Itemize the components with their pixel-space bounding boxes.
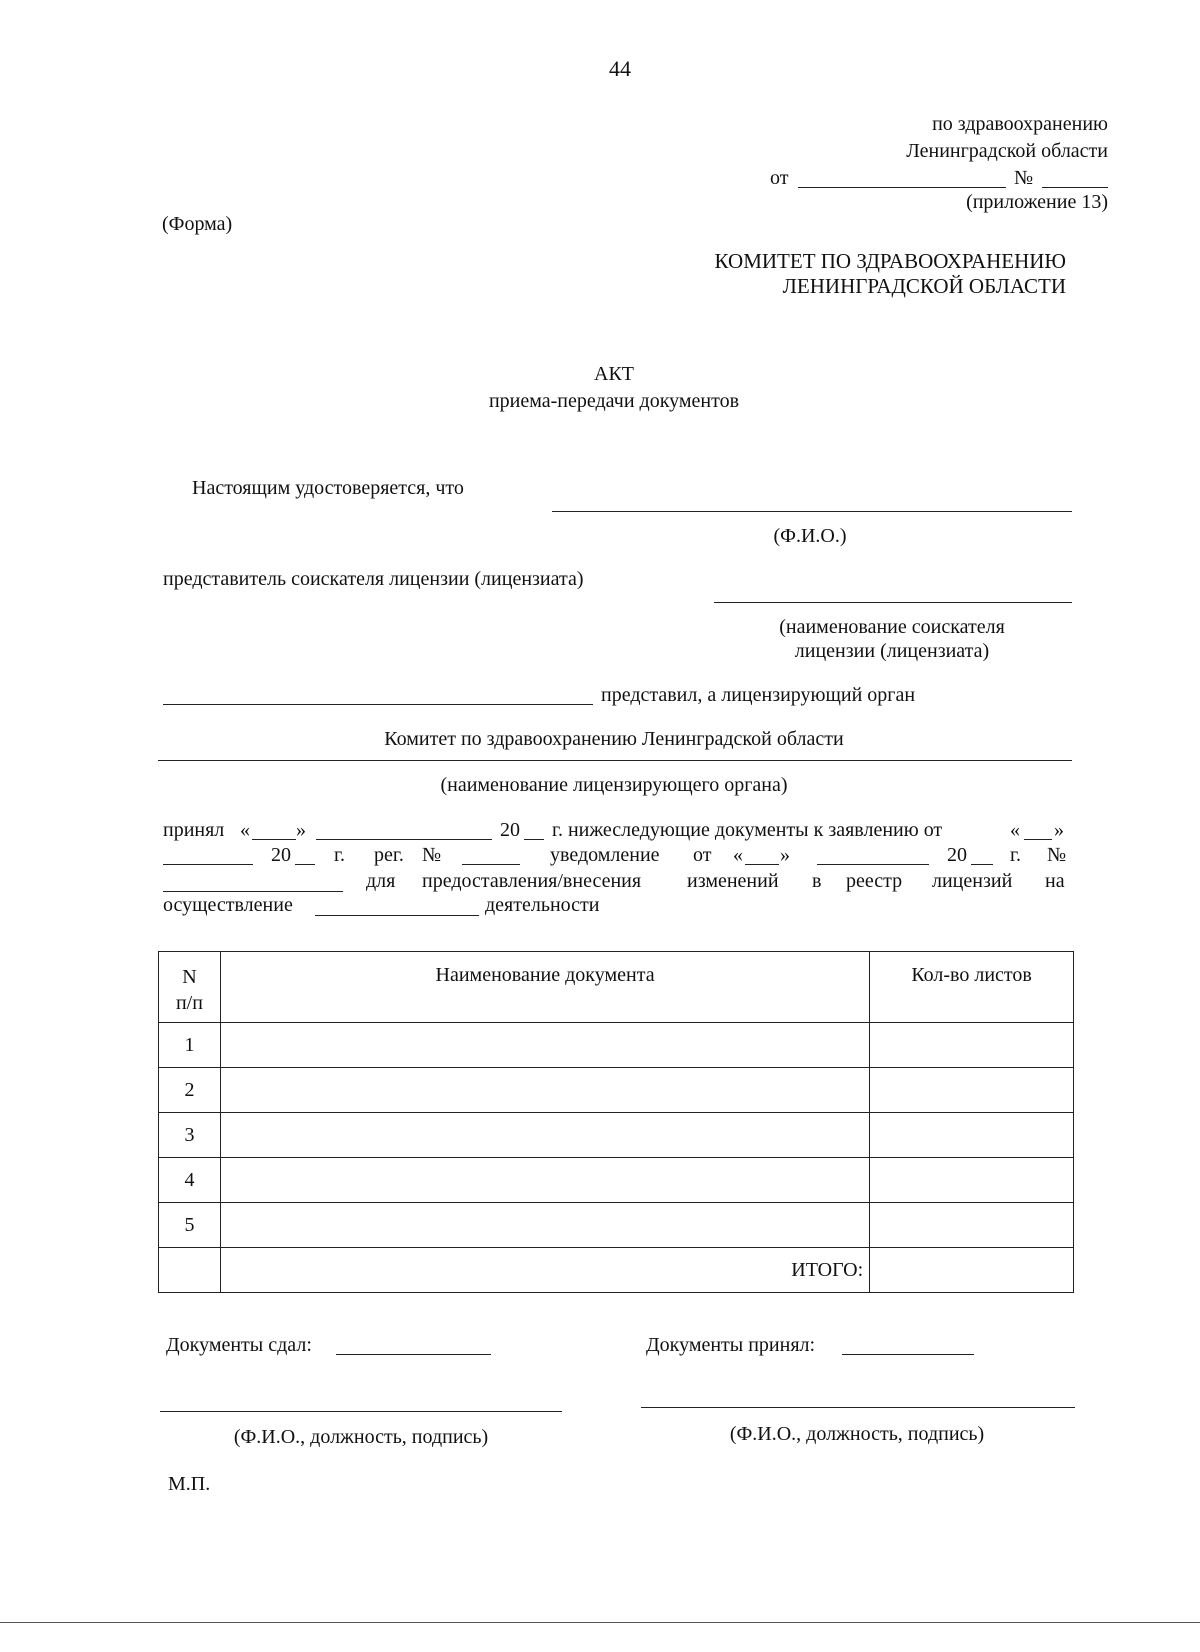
row-document-name: [220, 1023, 869, 1068]
table-row: [159, 1113, 1074, 1158]
header-annex: (приложение 13): [966, 191, 1108, 213]
reg-number-line: [462, 864, 520, 865]
in-text: в: [812, 870, 822, 892]
day-line-2: [1024, 839, 1052, 840]
header-document-name: Наименование документа: [220, 952, 869, 1023]
total-page-count: [870, 1248, 1074, 1293]
quote-close-1: »: [296, 819, 306, 841]
provision-text: предоставления/внесения: [422, 870, 642, 892]
row-document-name: [220, 1113, 869, 1158]
year-line-3: [971, 864, 993, 865]
accepted-word: принял: [163, 819, 225, 841]
row-document-name: [220, 1158, 869, 1203]
reg-text: рег.: [374, 844, 404, 866]
table-row: [159, 1068, 1074, 1113]
stamp-placeholder: М.П.: [168, 1473, 211, 1495]
registry-text: реестр: [846, 870, 903, 892]
licensing-caption: (наименование лицензирующего органа): [440, 774, 788, 796]
row-document-name: [220, 1068, 869, 1113]
left-signature-line: [160, 1411, 562, 1412]
header-number-sign: №: [1014, 167, 1034, 189]
header-line-2: Ленинградской области: [906, 140, 1108, 162]
year-prefix-1: 20: [500, 819, 520, 841]
day-line-1: [252, 839, 296, 840]
accepted-docs-text: г. нижеследующие документы к заявлению от: [552, 819, 943, 841]
year-g-3: г.: [1010, 844, 1021, 866]
quote-open-1: «: [240, 819, 250, 841]
number-sign-3: №: [1047, 844, 1067, 866]
total-label: ИТОГО:: [220, 1248, 869, 1293]
notice-from: от: [693, 844, 712, 866]
header-line-1: по здравоохранению: [932, 113, 1108, 135]
quote-open-3: «: [733, 844, 743, 866]
month-line-1: [316, 839, 492, 840]
row-page-count: [870, 1158, 1074, 1203]
header-date-line: [798, 187, 1006, 188]
scan-bottom-edge: [0, 1622, 1200, 1652]
table-header-row: [159, 952, 1074, 1023]
received-label: Документы принял:: [646, 1334, 816, 1356]
licenses-text: лицензий: [932, 870, 1013, 892]
quote-open-2: «: [1010, 819, 1020, 841]
act-title: АКТ: [594, 363, 634, 385]
table-total-row: [159, 1248, 1074, 1293]
committee-line-1: КОМИТЕТ ПО ЗДРАВООХРАНЕНИЮ: [714, 249, 1066, 273]
changes-text: изменений: [687, 870, 779, 892]
for-text: для: [366, 870, 396, 892]
year-line-2: [295, 864, 315, 865]
on-text: на: [1045, 870, 1065, 892]
reg-number-sign: №: [422, 844, 442, 866]
day-line-3: [745, 864, 779, 865]
table-row: [159, 1023, 1074, 1068]
activity-text: деятельности: [485, 894, 600, 916]
form-label: (Форма): [162, 213, 233, 235]
certify-text: Настоящим удостоверяется, что: [192, 477, 464, 499]
month-line-2: [163, 864, 253, 865]
row-page-count: [870, 1068, 1074, 1113]
header-date-prefix: от: [770, 167, 789, 189]
right-signature-line: [641, 1407, 1075, 1408]
licensing-body: Комитет по здравоохранению Ленинградской области: [384, 728, 844, 750]
row-page-count: [870, 1113, 1074, 1158]
handed-label: Документы сдал:: [166, 1334, 312, 1356]
year-prefix-3: 20: [947, 844, 967, 866]
committee-line-2: ЛЕНИНГРАДСКОЙ ОБЛАСТИ: [782, 274, 1066, 298]
handed-line: [336, 1354, 491, 1355]
number-line-4: [163, 891, 343, 892]
left-signature-caption: (Ф.И.О., должность, подпись): [233, 1426, 489, 1448]
act-subtitle: приема-передачи документов: [488, 390, 740, 412]
row-page-count: [870, 1203, 1074, 1248]
table-row: [159, 1203, 1074, 1248]
header-number: N п/п: [159, 952, 221, 1023]
table-row: [159, 1158, 1074, 1203]
applicant-caption-1: (наименование соискателя: [779, 616, 1005, 638]
row-number: 2: [159, 1068, 221, 1113]
year-g-2: г.: [334, 844, 345, 866]
licensing-body-line: [158, 760, 1072, 761]
applicant-line: [714, 602, 1072, 603]
notice-text: уведомление: [550, 844, 660, 866]
right-signature-caption: (Ф.И.О., должность, подпись): [729, 1423, 985, 1445]
row-number: 3: [159, 1113, 221, 1158]
applicant-caption-2: лицензии (лицензиата): [794, 640, 990, 662]
total-empty-cell: [159, 1248, 221, 1293]
page-number: 44: [609, 56, 631, 81]
presented-text: представил, а лицензирующий орган: [601, 684, 916, 706]
fio-caption: (Ф.И.О.): [773, 525, 847, 547]
header-number-line: [1042, 187, 1108, 188]
documents-table: [158, 951, 1074, 1293]
quote-close-3: »: [780, 844, 790, 866]
implementation-text: осуществление: [163, 894, 293, 916]
row-page-count: [870, 1023, 1074, 1068]
row-number: 4: [159, 1158, 221, 1203]
header-page-count: Кол-во листов: [870, 952, 1074, 1023]
year-prefix-2: 20: [271, 844, 291, 866]
received-line: [842, 1354, 974, 1355]
row-number: 5: [159, 1203, 221, 1248]
documents-line: [163, 704, 593, 705]
fio-line: [552, 511, 1072, 512]
quote-close-2: »: [1054, 819, 1064, 841]
year-line-1: [524, 839, 544, 840]
representative-text: представитель соискателя лицензии (лицензиата): [163, 568, 584, 590]
activity-line: [315, 915, 479, 916]
row-document-name: [220, 1203, 869, 1248]
month-line-3: [817, 864, 929, 865]
row-number: 1: [159, 1023, 221, 1068]
